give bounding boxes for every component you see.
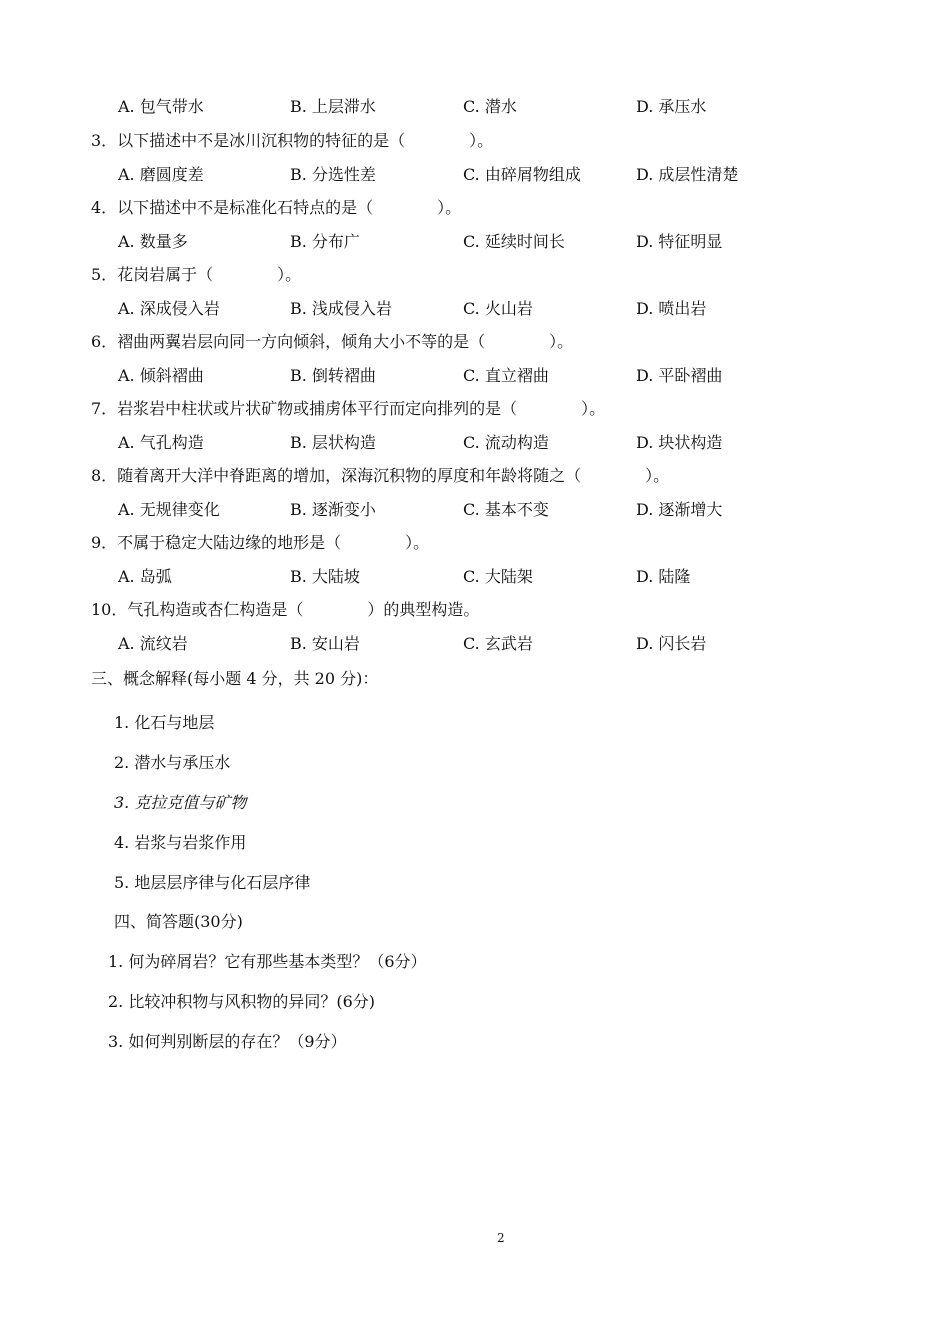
list-item: 5. 地层层序律与化石层序律 (114, 873, 311, 892)
list-item: 4. 岩浆与岩浆作用 (114, 833, 247, 852)
option-a: A. 磨圆度差 (118, 165, 204, 184)
option-a: A. 倾斜褶曲 (118, 366, 204, 385)
option-c: C. 延续时间长 (463, 232, 565, 251)
q2-option-b: B. 上层滞水 (290, 97, 376, 116)
question-stem: 7．岩浆岩中柱状或片状矿物或捕虏体平行而定向排列的是（ ）。 (91, 399, 606, 418)
option-d: D. 喷出岩 (636, 299, 707, 318)
question-stem: 6．褶曲两翼岩层向同一方向倾斜，倾角大小不等的是（ ）。 (91, 332, 574, 351)
option-c: C. 由碎屑物组成 (463, 165, 581, 184)
option-b: B. 分选性差 (290, 165, 376, 184)
option-b: B. 浅成侵入岩 (290, 299, 392, 318)
list-item: 3. 如何判别断层的存在？（9分） (108, 1032, 347, 1051)
option-c: C. 直立褶曲 (463, 366, 549, 385)
option-a: A. 气孔构造 (118, 433, 204, 452)
option-c: C. 流动构造 (463, 433, 549, 452)
option-b: B. 倒转褶曲 (290, 366, 376, 385)
option-a: A. 数量多 (118, 232, 188, 251)
question-stem: 9．不属于稳定大陆边缘的地形是（ ）。 (91, 533, 430, 552)
option-d: D. 特征明显 (636, 232, 723, 251)
option-c: C. 火山岩 (463, 299, 533, 318)
question-stem: 8．随着离开大洋中脊距离的增加，深海沉积物的厚度和年龄将随之（ ）。 (91, 466, 670, 485)
option-c: C. 基本不变 (463, 500, 549, 519)
list-item: 2. 比较冲积物与风积物的异同？(6分) (108, 992, 376, 1011)
option-d: D. 逐渐增大 (636, 500, 723, 519)
question-stem: 3．以下描述中不是冰川沉积物的特征的是（ ）。 (91, 131, 494, 150)
option-a: A. 无规律变化 (118, 500, 220, 519)
list-item: 1. 何为碎屑岩？它有那些基本类型？（6分） (108, 952, 427, 971)
option-d: D. 陆隆 (636, 567, 691, 586)
option-d: D. 闪长岩 (636, 634, 707, 653)
list-item: 1. 化石与地层 (114, 713, 215, 732)
list-item: 2. 潜水与承压水 (114, 753, 231, 772)
q2-option-a: A. 包气带水 (118, 97, 204, 116)
option-b: B. 安山岩 (290, 634, 360, 653)
section-heading: 三、概念解释(每小题 4 分，共 20 分)： (91, 669, 379, 688)
option-b: B. 分布广 (290, 232, 360, 251)
option-a: A. 深成侵入岩 (118, 299, 220, 318)
option-c: C. 玄武岩 (463, 634, 533, 653)
question-stem: 10．气孔构造或杏仁构造是（ ）的典型构造。 (91, 600, 480, 619)
option-c: C. 大陆架 (463, 567, 533, 586)
q2-option-c: C. 潜水 (463, 97, 517, 116)
section-heading: 四、简答题(30分) (114, 912, 243, 931)
question-stem: 4．以下描述中不是标准化石特点的是（ ）。 (91, 198, 462, 217)
q2-option-d: D. 承压水 (636, 97, 707, 116)
option-a: A. 岛弧 (118, 567, 172, 586)
option-d: D. 成层性清楚 (636, 165, 739, 184)
option-b: B. 逐渐变小 (290, 500, 376, 519)
page-number: 2 (497, 1231, 505, 1245)
option-a: A. 流纹岩 (118, 634, 188, 653)
option-b: B. 大陆坡 (290, 567, 360, 586)
option-b: B. 层状构造 (290, 433, 376, 452)
option-d: D. 块状构造 (636, 433, 723, 452)
list-item: 3. 克拉克值与矿物 (114, 793, 247, 812)
option-d: D. 平卧褶曲 (636, 366, 723, 385)
question-stem: 5．花岗岩属于（ ）。 (91, 265, 302, 284)
